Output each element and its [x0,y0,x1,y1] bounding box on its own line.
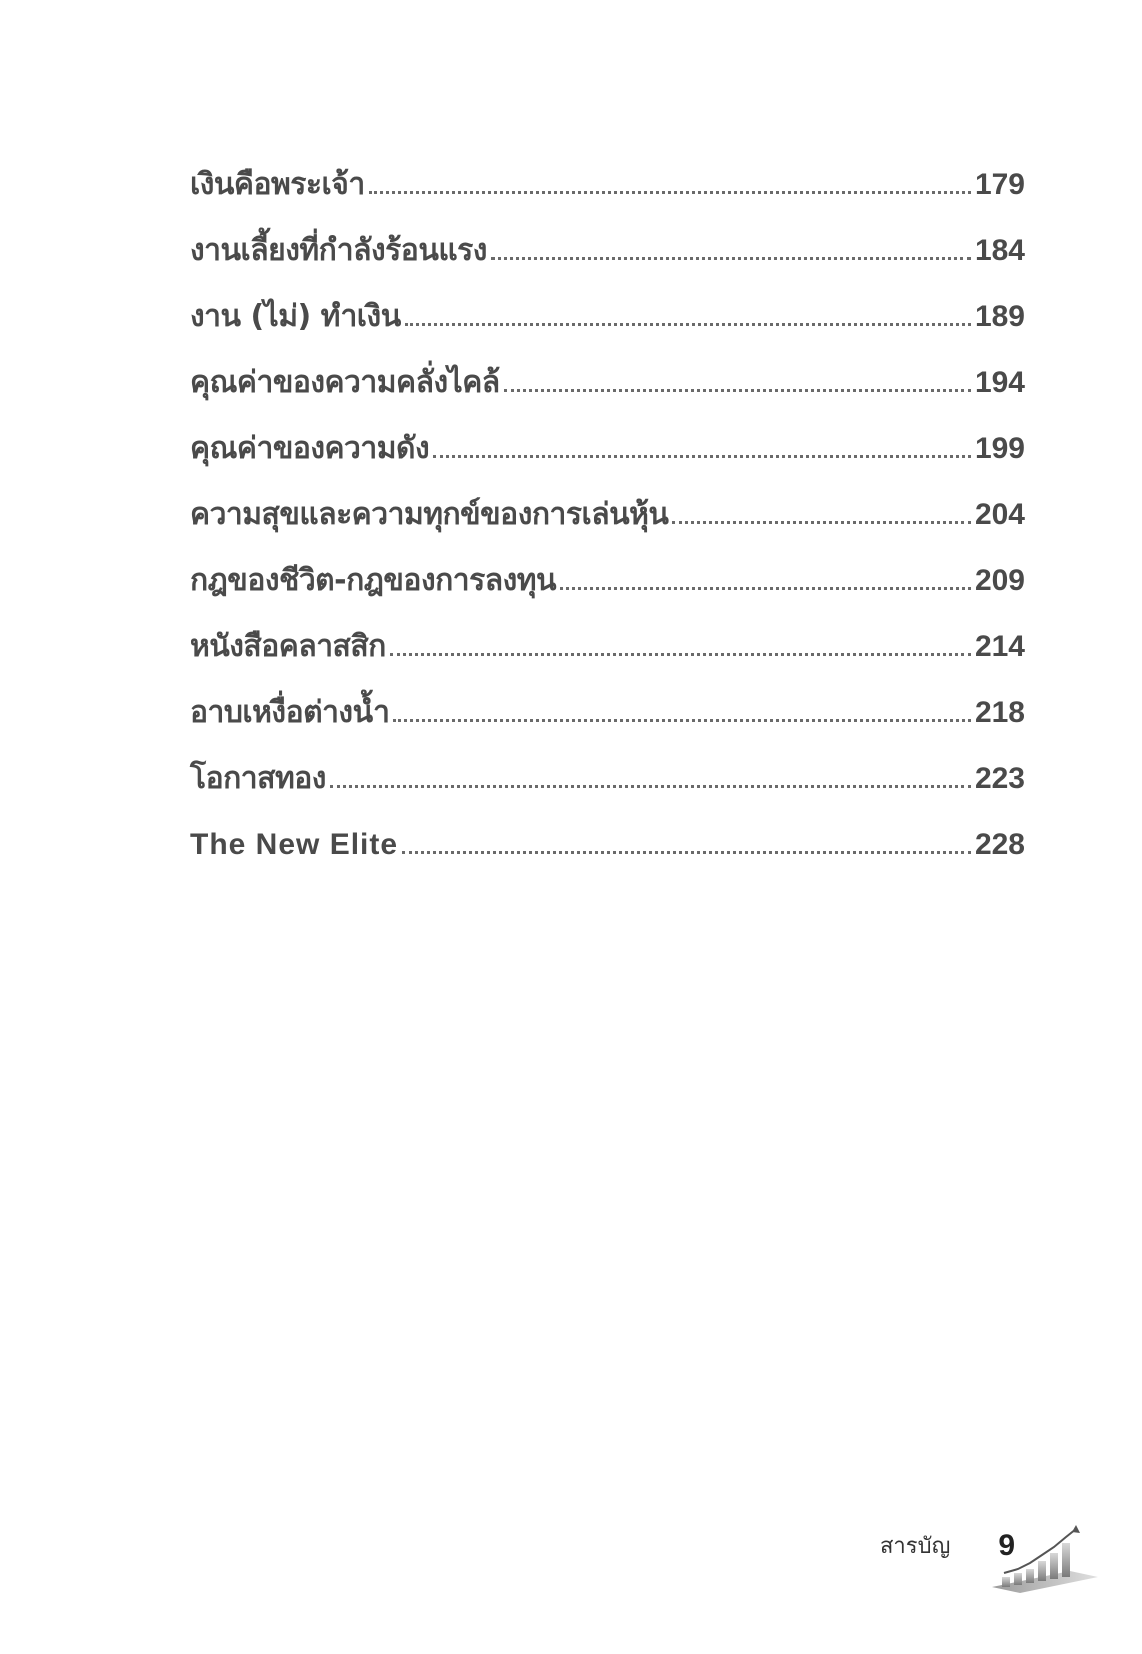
toc-entry-title: กฎของชีวิต-กฎของการลงทุน [190,563,557,598]
toc-entry-title: อาบเหงื่อต่างน้ำ [190,695,390,730]
toc-dot-leader [369,191,971,194]
toc-entry-title: คุณค่าของความคลั่งไคล้ [190,365,500,400]
toc-entry [190,665,1025,731]
toc-dot-leader [405,323,971,326]
toc-entry-title: งาน (ไม่) ทำเงิน [190,299,401,334]
toc-dot-leader [433,455,971,458]
toc-entry-page: 184 [974,234,1025,267]
rising-bar-chart-icon [990,1525,1100,1595]
toc-entry-page: 218 [974,696,1025,729]
footer-page-number: 9 [998,1528,1015,1562]
footer-section-label: สารบัญ [880,1534,951,1559]
toc-dot-leader [504,389,971,392]
toc-entry-title: เงินคือพระเจ้า [190,167,365,202]
toc-entry [190,533,1025,599]
toc-entry-title: The New Elite [190,828,399,861]
toc-dot-leader [330,785,971,788]
toc-entry-page: 199 [974,432,1025,465]
toc-dot-leader [560,587,971,590]
toc-entry-title: หนังสือคลาสสิก [190,629,386,664]
toc-dot-leader [672,521,971,524]
toc-entry [190,335,1025,401]
toc-entry [190,797,1025,863]
toc-entry-page: 209 [974,564,1025,597]
toc-entry [190,599,1025,665]
toc-entry-page: 194 [974,366,1025,399]
toc-entry [190,137,1025,203]
toc-entry-page: 204 [974,498,1025,531]
toc-entry-page: 179 [974,168,1025,201]
toc-entry [190,203,1025,269]
toc-entry-title: งานเลี้ยงที่กำลังร้อนแรง [190,233,487,268]
toc-entry-page: 228 [974,828,1025,861]
toc-entry-page: 214 [974,630,1025,663]
toc-entry-title: โอกาสทอง [190,761,326,796]
toc-entry-page: 223 [974,762,1025,795]
toc-entry [190,269,1025,335]
toc-dot-leader [402,851,971,854]
table-of-contents [190,137,1025,863]
toc-entry-page: 189 [974,300,1025,333]
toc-dot-leader [390,653,971,656]
toc-entry-title: ความสุขและความทุกข์ของการเล่นหุ้น [190,497,669,532]
toc-dot-leader [491,257,971,260]
toc-entry-title: คุณค่าของความดัง [190,431,430,466]
toc-dot-leader [393,719,971,722]
toc-entry [190,401,1025,467]
toc-entry [190,467,1025,533]
toc-entry [190,731,1025,797]
